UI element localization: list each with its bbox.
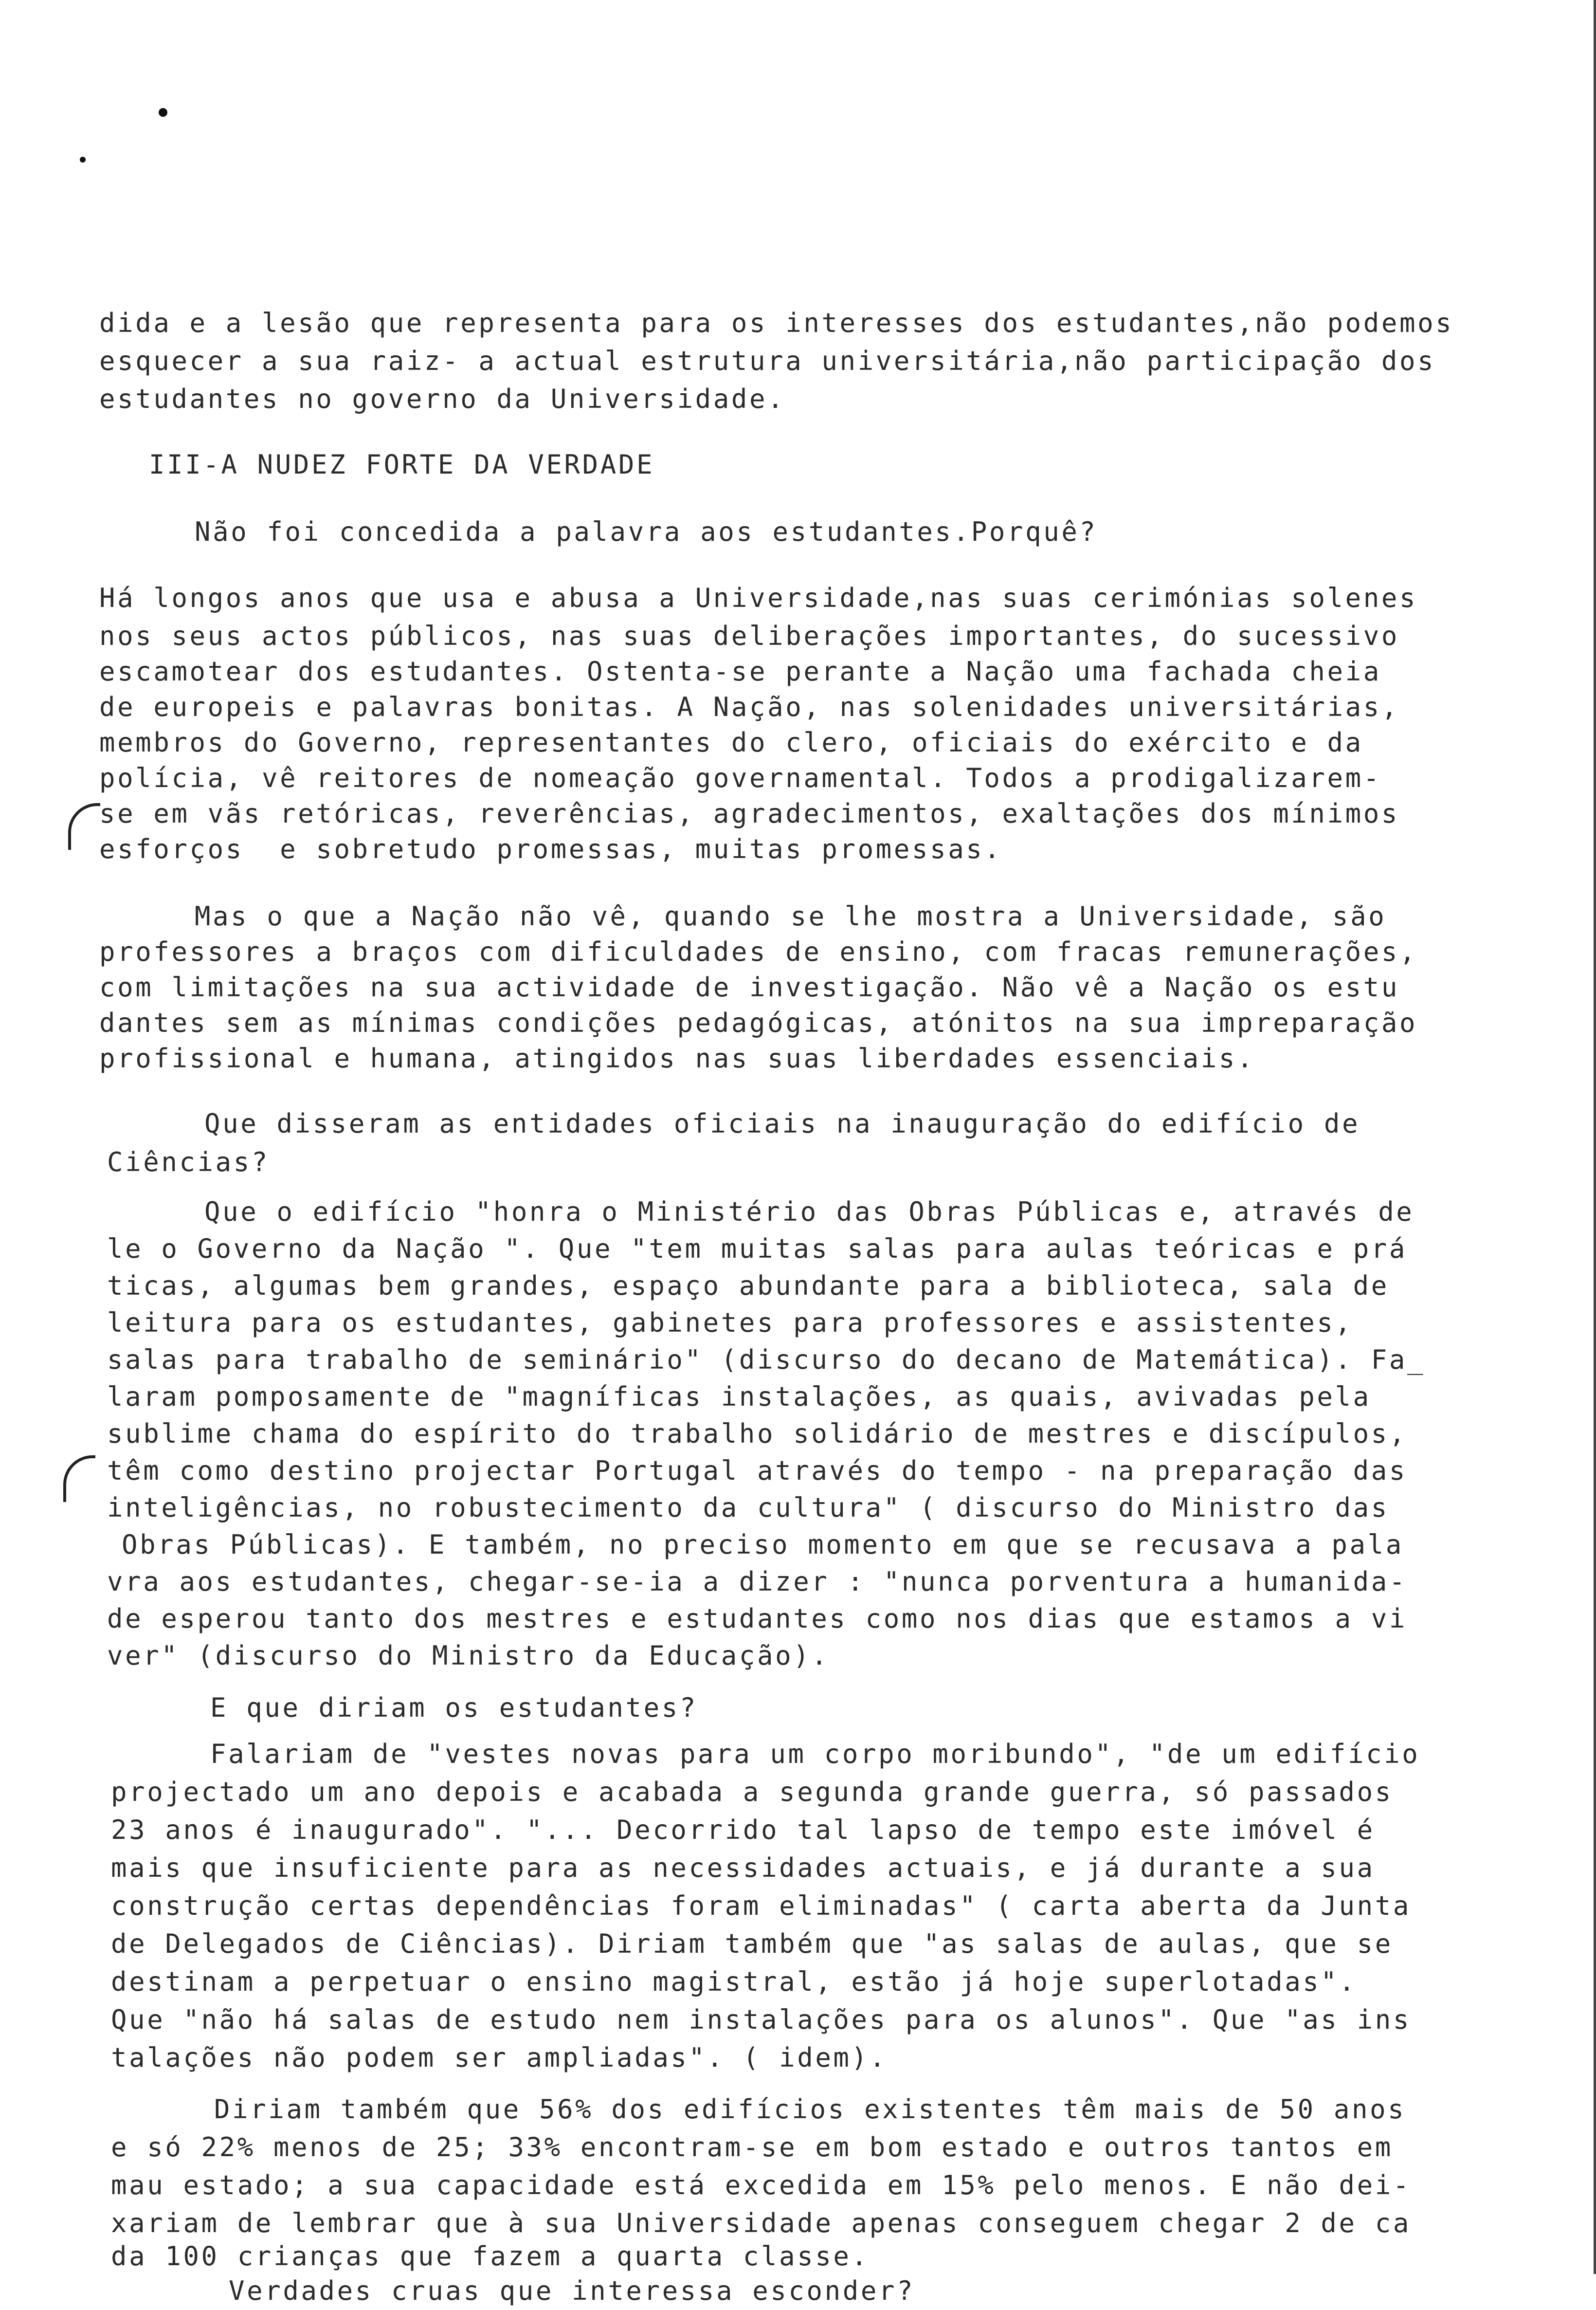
text-line: Ciências? xyxy=(107,1147,270,1177)
punch-mark xyxy=(159,108,167,117)
text-line: laram pomposamente de "magníficas instalações, as quais, avivadas pela xyxy=(107,1381,1371,1412)
text-line: nos seus actos públicos, nas suas deliberações importantes, do sucessivo xyxy=(99,621,1399,651)
text-line: de Delegados de Ciências). Diriam também que "as salas de aulas, que se xyxy=(111,1928,1393,1959)
text-line: dida e a lesão que representa para os interesses dos estudantes,não podemos xyxy=(99,308,1454,338)
text-line: membros do Governo, representantes do clero, oficiais do exército e da xyxy=(99,727,1363,758)
text-line: de esperou tanto dos mestres e estudantes como nos dias que estamos a vi xyxy=(107,1603,1407,1634)
text-line: salas para trabalho de seminário" (discurso do decano de Matemática). Fa_ xyxy=(107,1344,1426,1375)
text-line: Verdades cruas que interessa esconder? xyxy=(229,2275,915,2306)
bracket-mark xyxy=(63,1455,95,1502)
text-line: esforços e sobretudo promessas, muitas promessas. xyxy=(99,834,1002,864)
text-line: ticas, algumas bem grandes, espaço abundante para a biblioteca, sala de xyxy=(107,1270,1389,1301)
text-line: têm como destino projectar Portugal através do tempo - na preparação das xyxy=(107,1455,1407,1486)
text-line: de europeis e palavras bonitas. A Nação, nas solenidades universitárias, xyxy=(99,692,1399,722)
text-line: profissional e humana, atingidos nas suas liberdades essenciais. xyxy=(99,1043,1255,1074)
text-line: esquecer a sua raiz- a actual estrutura universitária,não participação dos xyxy=(99,346,1436,376)
text-line: Que disseram as entidades oficiais na inauguração do edifício de xyxy=(204,1108,1360,1139)
text-line: estudantes no governo da Universidade. xyxy=(99,384,786,414)
text-line: talações não podem ser ampliadas". ( idem). xyxy=(111,2042,888,2073)
text-line: e só 22% menos de 25; 33% encontram-se em bom estado e outros tantos em xyxy=(111,2132,1393,2163)
text-line: leitura para os estudantes, gabinetes para professores e assistentes, xyxy=(107,1307,1353,1338)
text-line: Falariam de "vestes novas para um corpo moribundo", "de um edifício xyxy=(210,1739,1420,1769)
text-line: professores a braços com dificuldades de ensino, com fracas remunerações, xyxy=(99,936,1418,967)
section-heading: III-A NUDEZ FORTE DA VERDADE xyxy=(149,449,655,480)
text-line: Há longos anos que usa e abusa a Universidade,nas suas cerimónias solenes xyxy=(99,583,1418,613)
text-line: escamotear dos estudantes. Ostenta-se perante a Nação uma fachada cheia xyxy=(99,656,1381,687)
text-line: projectado um ano depois e acabada a segunda grande guerra, só passados xyxy=(111,1777,1393,1807)
text-line: Não foi concedida a palavra aos estudantes.Porquê? xyxy=(195,516,1098,547)
text-line: inteligências, no robustecimento da cultura" ( discurso do Ministro das xyxy=(107,1492,1389,1523)
text-line: dantes sem as mínimas condições pedagógicas, atónitos na sua impreparação xyxy=(99,1008,1418,1038)
text-line: Obras Públicas). E também, no preciso momento em que se recusava a pala xyxy=(122,1529,1404,1560)
text-line: da 100 crianças que fazem a quarta classe. xyxy=(111,2241,870,2272)
text-line: 23 anos é inaugurado". "... Decorrido tal lapso de tempo este imóvel é xyxy=(111,1815,1375,1845)
text-line: destinam a perpetuar o ensino magistral, estão já hoje superlotadas". xyxy=(111,1966,1357,1997)
text-line: Diriam também que 56% dos edifícios existentes têm mais de 50 anos xyxy=(214,2094,1406,2125)
text-line: Que "não há salas de estudo nem instalações para os alunos". Que "as ins xyxy=(111,2004,1411,2035)
text-line: ver" (discurso do Ministro da Educação). xyxy=(107,1640,830,1671)
text-line: se em vãs retóricas, reverências, agradecimentos, exaltações dos mínimos xyxy=(99,798,1399,829)
text-line: E que diriam os estudantes? xyxy=(210,1692,698,1723)
text-line: vra aos estudantes, chegar-se-ia a dizer : "nunca porventura a humanida- xyxy=(107,1566,1407,1597)
text-line: mais que insuficiente para as necessidades actuais, e já durante a sua xyxy=(111,1852,1375,1883)
text-line: sublime chama do espírito do trabalho solidário de mestres e discípulos, xyxy=(107,1418,1407,1449)
text-line: construção certas dependências foram eliminadas" ( carta aberta da Junta xyxy=(111,1890,1411,1921)
text-line: xariam de lembrar que à sua Universidade apenas conseguem chegar 2 de ca xyxy=(111,2208,1411,2238)
text-line: polícia, vê reitores de nomeação governamental. Todos a prodigalizarem- xyxy=(99,763,1381,793)
text-line: le o Governo da Nação ". Que "tem muitas salas para aulas teóricas e prá xyxy=(107,1233,1407,1264)
punch-mark xyxy=(80,157,86,163)
text-line: com limitações na sua actividade de investigação. Não vê a Nação os estu xyxy=(99,972,1399,1003)
bracket-mark xyxy=(68,803,100,850)
text-line: mau estado; a sua capacidade está excedida em 15% pelo menos. E não dei- xyxy=(111,2170,1411,2200)
page-edge xyxy=(1594,0,1596,2274)
text-line: Que o edifício "honra o Ministério das Obras Públicas e, através de xyxy=(204,1196,1415,1227)
text-line: Mas o que a Nação não vê, quando se lhe mostra a Universidade, são xyxy=(195,901,1387,932)
